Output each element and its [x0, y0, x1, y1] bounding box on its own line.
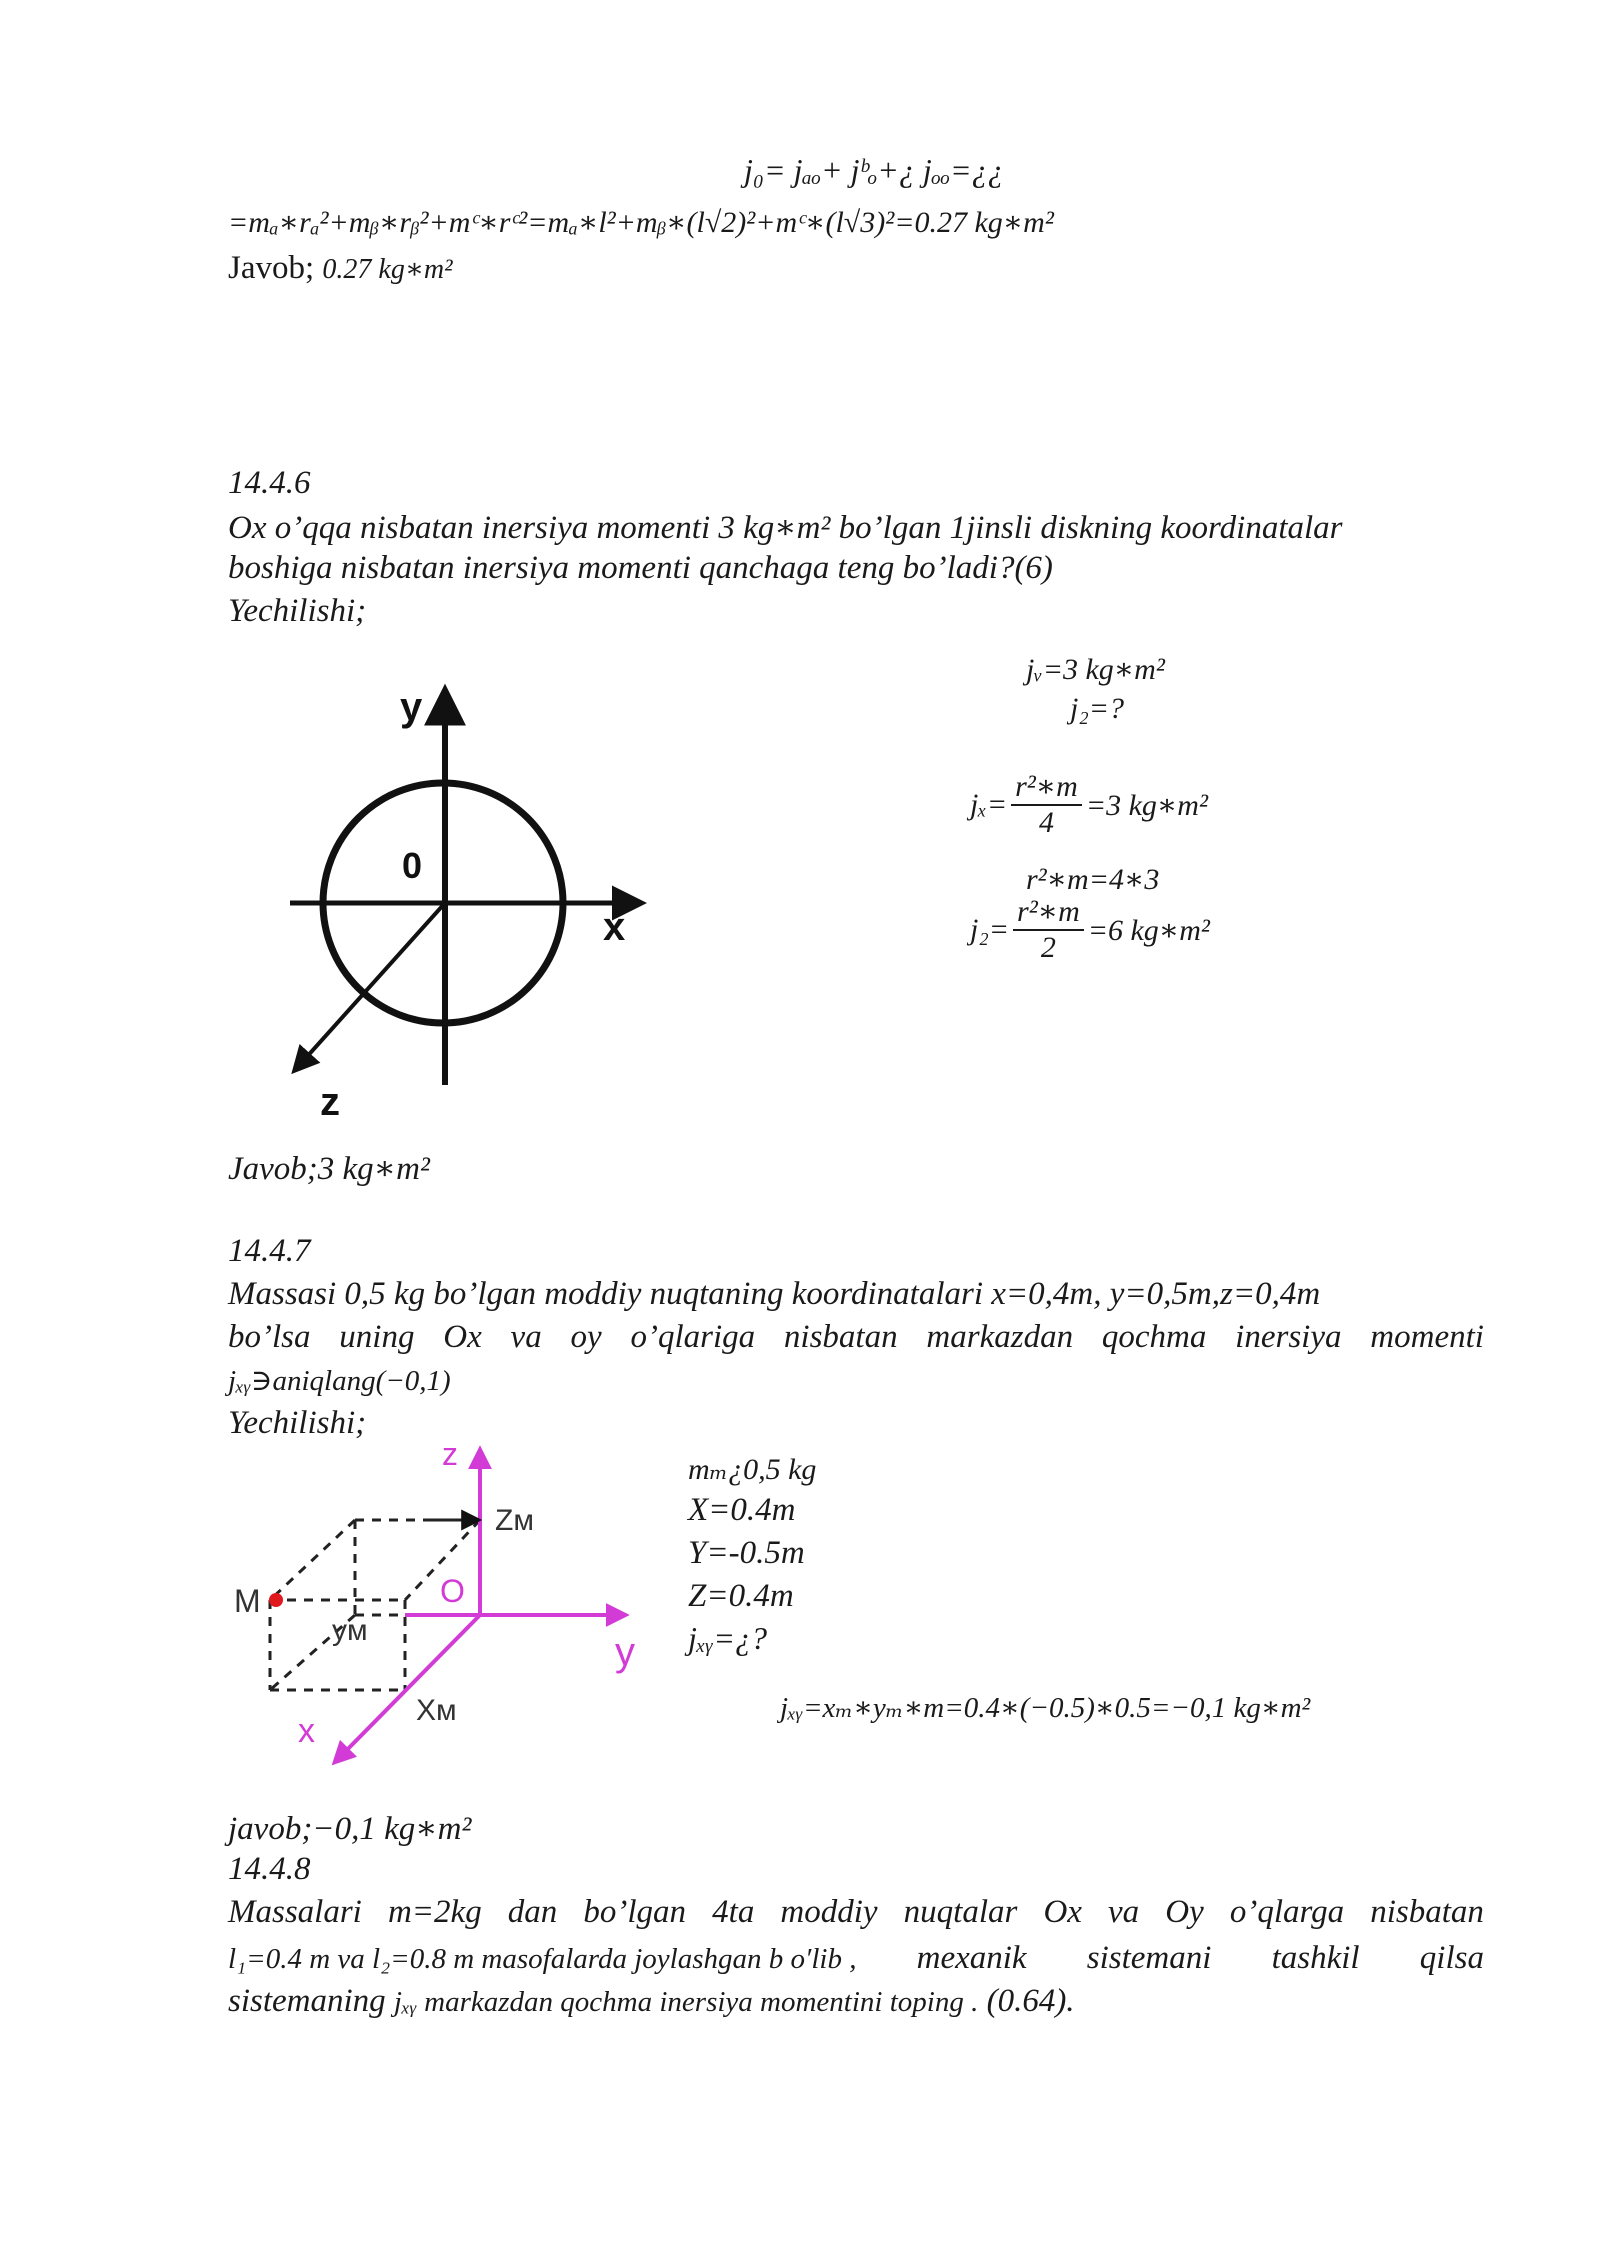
z-axis-label: z — [320, 1080, 340, 1124]
problem-number-1446: 14.4.6 — [228, 465, 311, 501]
given-mass: mₘ¿0,5 kg — [688, 1453, 817, 1486]
y-axis-label: y — [615, 1630, 635, 1674]
xm-label: Xм — [416, 1694, 457, 1727]
problem-1447-question-line3: jₓᵧ∋aniqlang(−0,1) — [228, 1365, 451, 1397]
problem-number-1447: 14.4.7 — [228, 1233, 311, 1269]
equation-jz-rhs: =6 kg∗m² — [1087, 913, 1210, 947]
problem-1447-question-line2 — [228, 1319, 1484, 1356]
equation-jz-lhs: j₂= — [970, 913, 1010, 946]
equation-r2m: r²∗m=4∗3 — [1026, 863, 1160, 896]
word: o’qlarga — [1229, 1894, 1345, 1930]
given-y: Y=-0.5m — [688, 1535, 805, 1571]
line3-answer: (0.64). — [986, 1983, 1075, 2019]
equation-jx-rhs: =3 kg∗m² — [1085, 788, 1208, 822]
word: nisbatan — [1370, 1894, 1484, 1930]
line2-math: l₁=0.4 m va l₂=0.8 m masofalarda joylashgan b o′lib , — [228, 1943, 857, 1975]
fraction-jz — [1013, 895, 1084, 965]
word: Massalari — [228, 1894, 362, 1930]
equation-jx — [970, 770, 1208, 840]
word: va — [1108, 1894, 1140, 1930]
word: o’qlariga — [630, 1319, 756, 1355]
word: inersiya — [1235, 1319, 1342, 1355]
problem-number-1448: 14.4.8 — [228, 1851, 311, 1887]
word: m=2kg — [387, 1894, 482, 1930]
problem-1448-question-line1 — [228, 1894, 1484, 1931]
ym-label: yм — [332, 1614, 368, 1647]
fraction-jx-denominator: 4 — [1038, 806, 1054, 839]
given-z: Z=0.4m — [688, 1578, 794, 1614]
origin-label: 0 — [402, 845, 423, 886]
z-axis-label: z — [442, 1436, 458, 1472]
word: Ox — [1043, 1894, 1082, 1930]
problem-1448-question-line2 — [228, 1940, 1484, 1977]
word: qochma — [1101, 1319, 1207, 1355]
equation-jxy: jₓᵧ=xₘ∗yₘ∗m=0.4∗(−0.5)∗0.5=−0,1 kg∗m² — [780, 1692, 1311, 1724]
equation-jz — [970, 895, 1210, 965]
word: tashkil — [1271, 1940, 1360, 1976]
fraction-jx — [1011, 770, 1082, 840]
problem-1446-answer: Javob;3 kg∗m² — [228, 1151, 430, 1187]
disk-axes-figure — [280, 670, 660, 1130]
word: bo’lgan — [583, 1894, 687, 1930]
point-m — [269, 1593, 283, 1607]
word: nisbatan — [783, 1319, 898, 1355]
equation-jx-lhs: jₓ= — [970, 788, 1008, 821]
word: markazdan — [926, 1319, 1074, 1355]
x-axis-label: x — [603, 905, 626, 949]
point-m-label: M — [234, 1583, 261, 1619]
given-x: X=0.4m — [688, 1492, 796, 1528]
given-jxy: jₓᵧ=¿? — [688, 1620, 767, 1656]
fraction-jx-numerator: r²∗m — [1011, 770, 1082, 806]
zm-label: Zм — [495, 1504, 534, 1537]
word: qilsa — [1419, 1940, 1484, 1976]
equation-j0: j₀= jₐₒ+ jᵇₒ+¿ jₒₒ=¿¿ — [744, 152, 1004, 188]
word: dan — [507, 1894, 558, 1930]
word: bo’lsa — [228, 1319, 311, 1355]
point-coordinates-figure — [230, 1436, 660, 1780]
problem-1446-solution-label: Yechilishi; — [228, 593, 367, 629]
word: uning — [339, 1319, 415, 1355]
line3-start: sistemaning — [228, 1983, 386, 2019]
origin-label: O — [440, 1573, 465, 1609]
answer-label: Javob; — [228, 250, 315, 286]
problem-1447-answer: javob;−0,1 kg∗m² — [228, 1811, 472, 1847]
problem-1446-question-line2: boshiga nisbatan inersiya momenti qanchaga teng bo’ladi?(6) — [228, 550, 1053, 586]
z-axis-line — [295, 903, 445, 1070]
problem-1446-question-line1: Ox o’qqa nisbatan inersiya momenti 3 kg∗m² bo’lgan 1jinsli diskning koordinatalar — [228, 510, 1343, 546]
word: sistemani — [1086, 1940, 1212, 1976]
problem-1447-solution-label: Yechilishi; — [228, 1405, 367, 1441]
problem-1448-question-line3 — [228, 1983, 1484, 2020]
answer-value: 0.27 kg∗m² — [322, 254, 453, 285]
word: Ox — [443, 1319, 482, 1355]
word: oy — [570, 1319, 602, 1355]
word: moddiy — [780, 1894, 878, 1930]
problem-1447-question-line1: Massasi 0,5 kg bo’lgan moddiy nuqtaning koordinatalari x=0,4m, y=0,5m,z=0,4m — [228, 1276, 1321, 1312]
fraction-jz-denominator: 2 — [1040, 931, 1056, 964]
word: 4ta — [712, 1894, 755, 1930]
given-jx: jᵥ=3 kg∗m² — [1026, 653, 1165, 686]
equation-moment-sum: =mₐ∗rₐ²+mᵦ∗rᵦ²+mᶜ∗rᶜ²=mₐ∗l²+mᵦ∗(l√2)²+mᶜ∗(l√3)²=0.27 kg∗m² — [228, 206, 1054, 239]
word: nuqtalar — [903, 1894, 1018, 1930]
given-jz: j₂=? — [1070, 692, 1125, 725]
word: momenti — [1370, 1319, 1484, 1355]
fraction-jz-numerator: r²∗m — [1013, 895, 1084, 931]
word: va — [510, 1319, 542, 1355]
top-answer — [228, 250, 453, 287]
line3-math: jₓᵧ markazdan qochma inersiya momentini toping . — [393, 1986, 979, 2018]
y-axis-label: y — [400, 685, 423, 729]
x-axis-label: x — [298, 1712, 315, 1750]
word: mexanik — [916, 1940, 1027, 1976]
word: Oy — [1165, 1894, 1204, 1930]
